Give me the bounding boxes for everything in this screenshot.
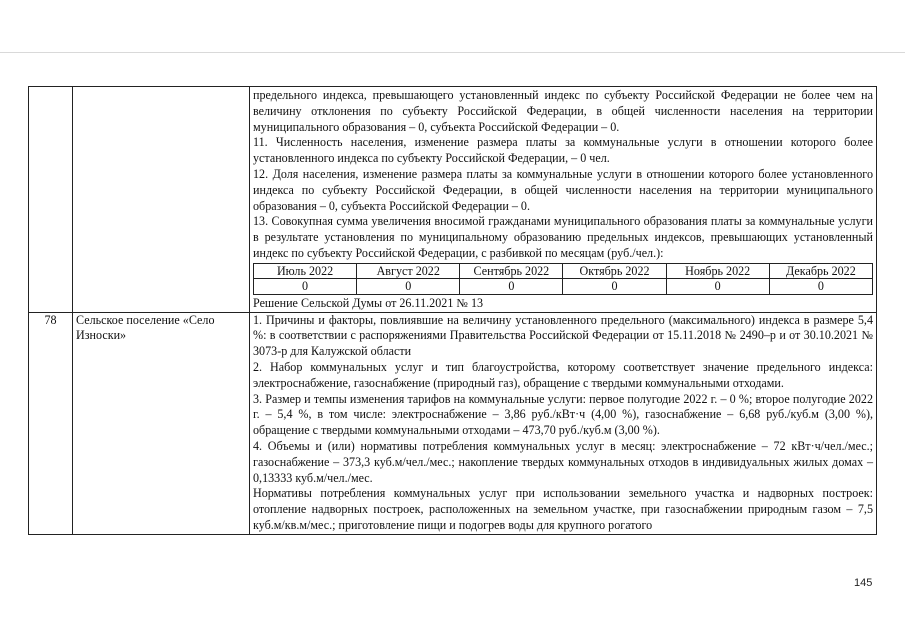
paragraph: 1. Причины и факторы, повлиявшие на величину установленного предельного (максимального) индекса в размере 5,4 %: в соответствии с распоряжениями Правительства Российской Федерации от 15.11.2018 № 2490–р и от 30.10.2021 № 3073-р для Калужской области: [253, 312, 873, 359]
month-value: 0: [254, 279, 357, 295]
row-content-cell: [250, 87, 877, 313]
month-header: Ноябрь 2022: [666, 263, 769, 279]
row-content-cell: [250, 312, 877, 534]
paragraph: 12. Доля населения, изменение размера платы за коммунальные услуги в отношении которого более установленного индекса по субъекту Российской Федерации, в общей численности населения на территории муниципального образования – 0, субъекта Российской Федерации – 0.: [253, 166, 873, 213]
month-value: 0: [769, 279, 872, 295]
page-number: 145: [854, 577, 873, 589]
table-row: [29, 312, 877, 534]
month-value: 0: [563, 279, 666, 295]
municipal-index-table: [28, 86, 877, 535]
monthly-value-row: [254, 279, 873, 295]
month-header: Октябрь 2022: [563, 263, 666, 279]
row-number-cell: [29, 87, 73, 313]
month-value: 0: [357, 279, 460, 295]
row-number-cell: 78: [29, 312, 73, 534]
monthly-sum-table: [253, 263, 873, 295]
paragraph: предельного индекса, превышающего установленный индекс по субъекту Российской Федерации не более чем на величину отклонения по субъекту Российской Федерации, в общей численности населения на территории муниципального образования – 0, субъекта Российской Федерации – 0.: [253, 88, 873, 134]
month-header: Июль 2022: [254, 263, 357, 279]
paragraph: 4. Объемы и (или) нормативы потребления коммунальных услуг в месяц: электроснабжение – 72 кВт·ч/чел./мес.; газоснабжение – 373,3 куб.м/чел./мес.; накопление твердых коммунальных отходов в индивидуальных жилых домах – 0,13333 куб.м/чел./мес.: [253, 438, 873, 485]
paragraph: Нормативы потребления коммунальных услуг при использовании земельного участка и надворных построек: отопление надворных построек, расположенных на земельном участке, при газоснабжении природным газом – 7,5 куб.м/кв.м/мес.; приготовление пищи и подогрев воды для крупного рогатого: [253, 486, 873, 532]
paragraph: 11. Численность населения, изменение размера платы за коммунальные услуги в отношении которого более установленного индекса по субъекту Российской Федерации, – 0 чел.: [253, 135, 873, 166]
month-value: 0: [460, 279, 563, 295]
decision-reference: Решение Сельской Думы от 26.11.2021 № 13: [253, 295, 484, 310]
row-name-cell: [73, 87, 250, 313]
paragraph: 3. Размер и темпы изменения тарифов на коммунальные услуги: первое полугодие 2022 г. – 0 %; второе полугодие 2022 г. – 5,4 %, в том числе: электроснабжение – 3,86 руб./кВт·ч (4,00 %), газоснабжение – 6,68 руб./куб.м (3,00 %), обращение с твердыми коммунальными отходами – 473,70 руб./куб.м (3,00 %).: [253, 391, 873, 438]
month-header: Август 2022: [357, 263, 460, 279]
row-name-cell: Сельское поселение «Село Износки»: [73, 312, 250, 534]
monthly-header-row: [254, 263, 873, 279]
month-header: Декабрь 2022: [769, 263, 872, 279]
month-header: Сентябрь 2022: [460, 263, 563, 279]
paragraph: 2. Набор коммунальных услуг и тип благоустройства, которому соответствует значение предельного индекса: электроснабжение, газоснабжение (природный газ), обращение с твердыми коммунальными отходами.: [253, 359, 873, 390]
table-row: [29, 87, 877, 313]
paragraph: 13. Совокупная сумма увеличения вносимой гражданами муниципального образования платы за коммунальные услуги в результате установления по муниципальному образованию предельных индексов, превышающих установленный индекс по субъекту Российской Федерации, с разбивкой по месяцам (руб./чел.):: [253, 214, 873, 260]
month-value: 0: [666, 279, 769, 295]
